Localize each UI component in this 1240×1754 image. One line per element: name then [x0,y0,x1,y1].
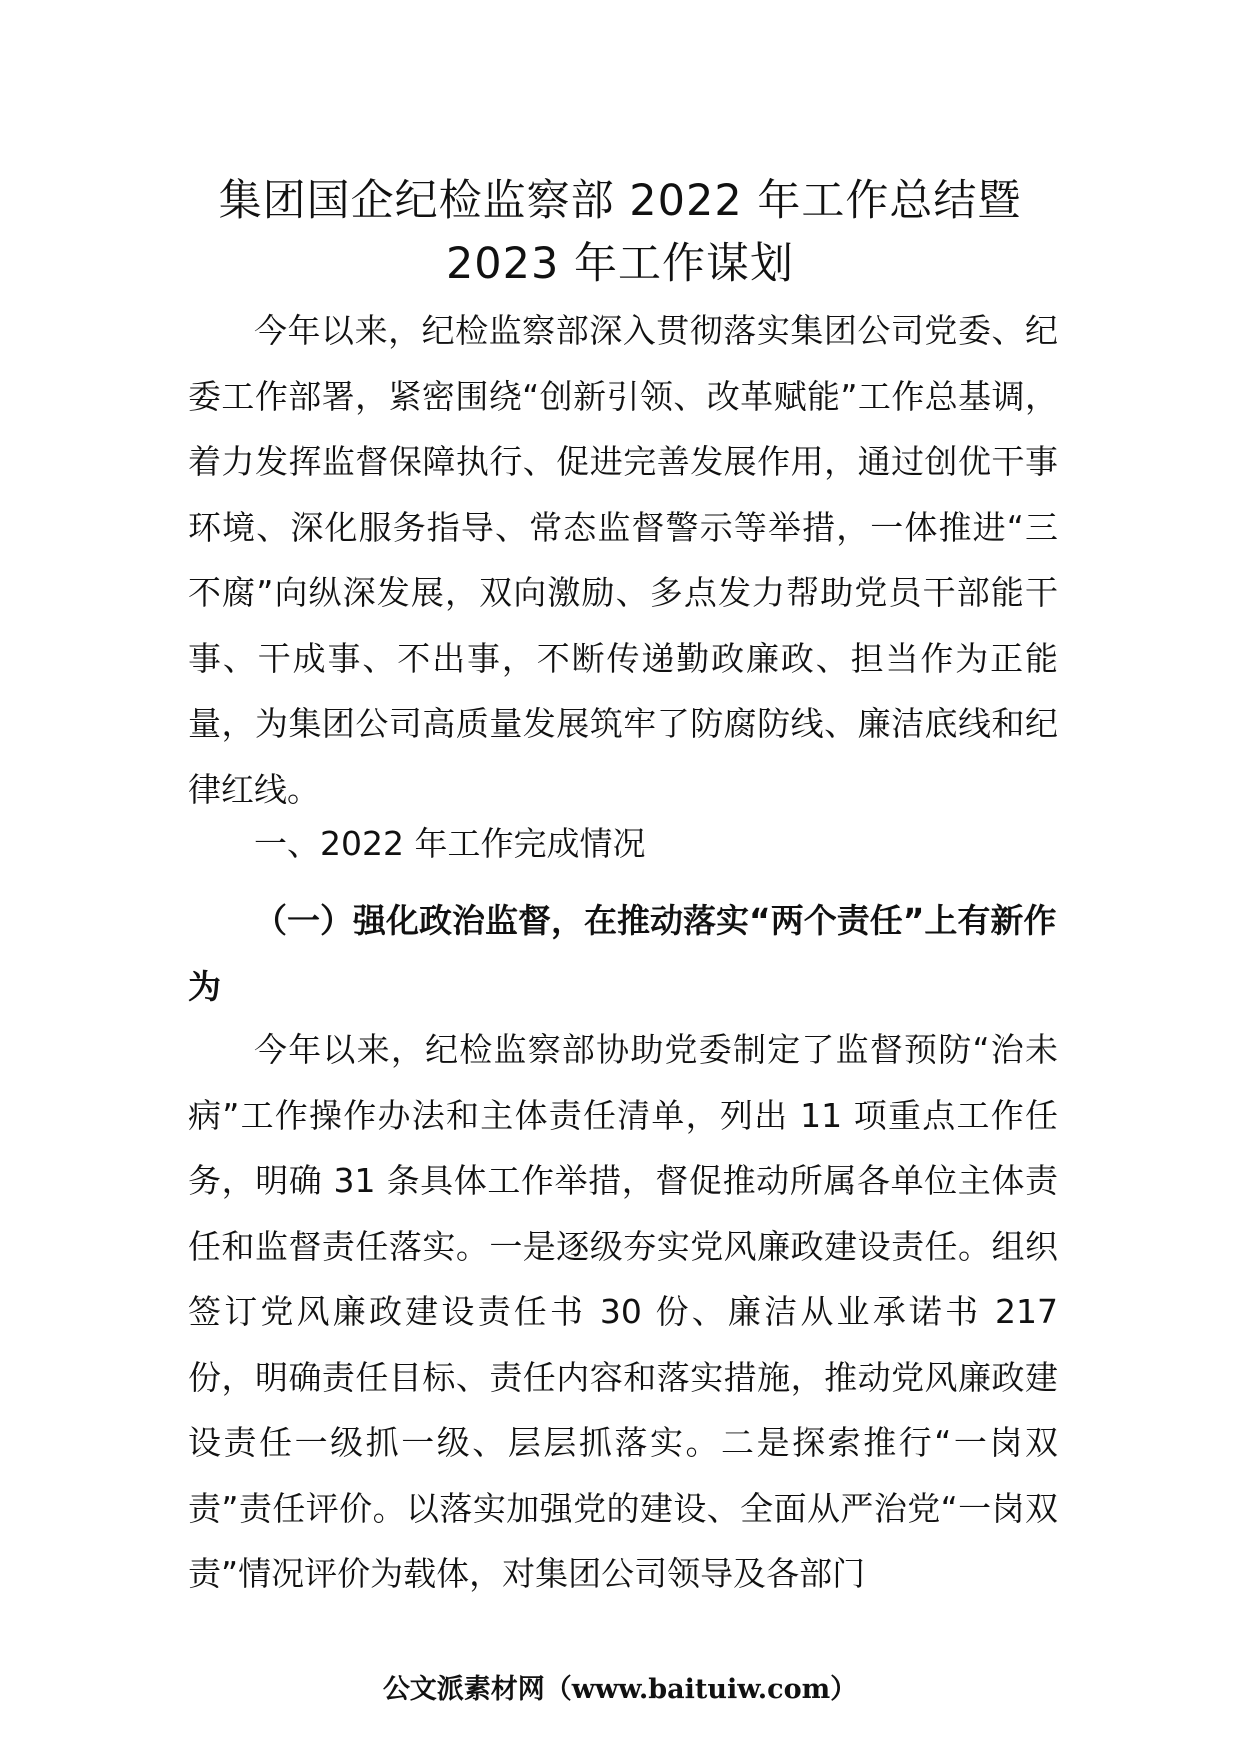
document-title-line2: 2023 年工作谋划 [445,239,795,289]
intro-paragraph: 今年以来，纪检监察部深入贯彻落实集团公司党委、纪委工作部署，紧密围绕“创新引领、改革赋能”工作总基调，着力发挥监督保障执行、促进完善发展作用，通过创优干事环境、深化服务指导、常态监督警示等举措，一体推进“三不腐”向纵深发展，双向激励、多点发力帮助党员干部能干事、干成事、不出事，不断传递勤政廉政、担当作为正能量，为集团公司高质量发展筑牢了防腐防线、廉洁底线和纪律红线。 [188,311,1058,809]
section-heading: 一、2022 年工作完成情况 [254,824,646,863]
subsection-heading: （一）强化政治监督，在推动落实“两个责任”上有新作为 [188,901,1057,1006]
document-title-line1: 集团国企纪检监察部 2022 年工作总结暨 [218,176,1022,226]
body-paragraph: 今年以来，纪检监察部协助党委制定了监督预防“治未病”工作操作办法和主体责任清单，列出 11 项重点工作任务，明确 31 条具体工作举措，督促推动所属各单位主体责任和监督责任落实。一是逐级夯实党风廉政建设责任。组织签订党风廉政建设责任书 30 份、廉洁从业承诺书 217 份，明确责任目标、责任内容和落实措施，推动党风廉政建设责任一级抓一级、层层抓落实。二是探索推行“一岗双责”责任评价。以落实加强党的建设、全面从严治党“一岗双责”情况评价为载体，对集团公司领导及各部门 [188,1030,1058,1593]
source-footer: 公文派素材网（www.baituiw.com） [382,1674,858,1705]
